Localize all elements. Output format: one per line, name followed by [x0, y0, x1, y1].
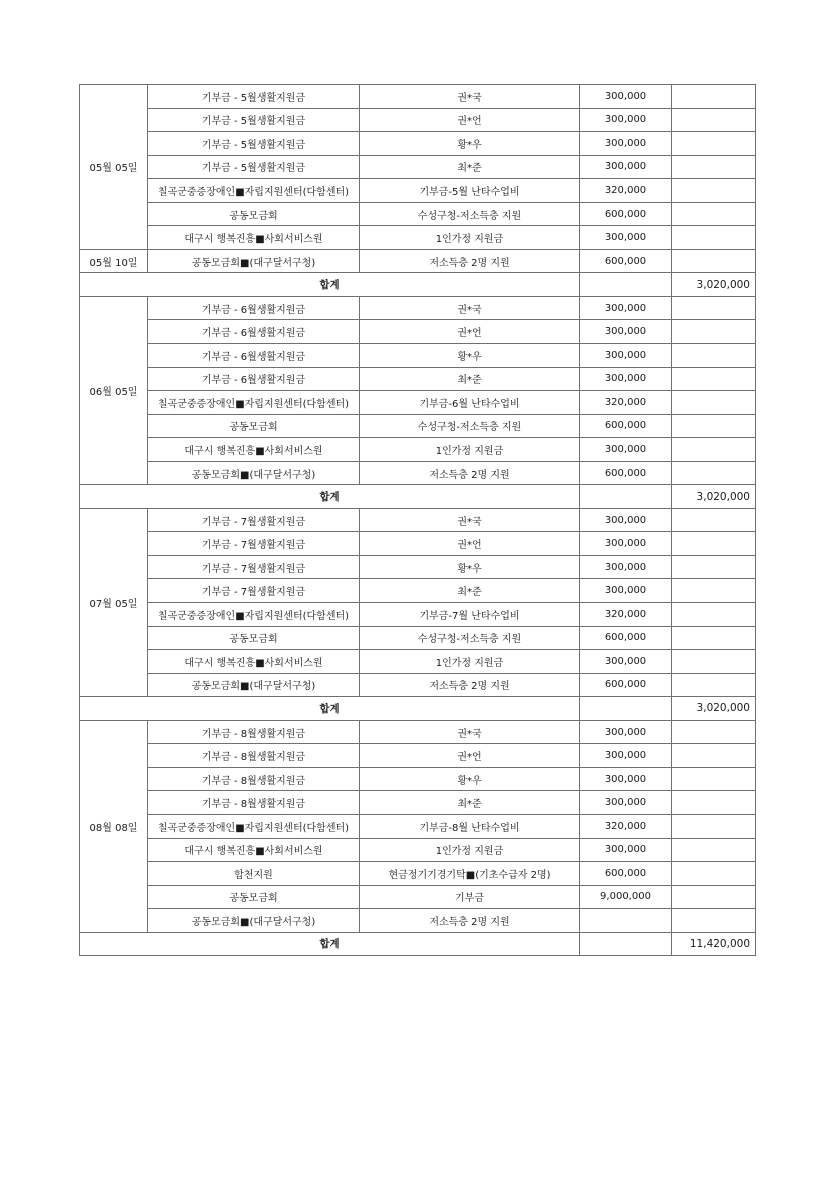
- item-cell: 칠곡군중증장애인■자립지원센터(다함센터): [148, 179, 360, 203]
- recipient-cell: 권*언: [360, 744, 580, 768]
- total-row: [80, 485, 756, 509]
- remark-cell: [672, 720, 756, 744]
- item-cell: 기부금 - 7월생활지원금: [148, 579, 360, 603]
- item-cell: 기부금 - 5월생활지원금: [148, 132, 360, 156]
- amount-cell: 300,000: [580, 132, 672, 156]
- table-row: [80, 296, 756, 320]
- total-value: 3,020,000: [672, 485, 756, 509]
- table-row: [80, 438, 756, 462]
- remark-cell: [672, 909, 756, 933]
- recipient-cell: 황*우: [360, 767, 580, 791]
- amount-cell: 300,000: [580, 650, 672, 674]
- date-cell: 05월 10일: [80, 249, 148, 273]
- table-row: [80, 202, 756, 226]
- item-cell: 칠곡군중증장애인■자립지원센터(다함센터): [148, 814, 360, 838]
- total-value: 3,020,000: [672, 273, 756, 297]
- item-cell: 기부금 - 7월생활지원금: [148, 508, 360, 532]
- total-blank-cell: [580, 485, 672, 509]
- remark-cell: [672, 461, 756, 485]
- total-label: 합계: [80, 485, 580, 509]
- item-cell: 칠곡군중증장애인■자립지원센터(다함센터): [148, 391, 360, 415]
- recipient-cell: 최*준: [360, 155, 580, 179]
- remark-cell: [672, 155, 756, 179]
- table-row: [80, 226, 756, 250]
- remark-cell: [672, 249, 756, 273]
- amount-cell: 300,000: [580, 508, 672, 532]
- remark-cell: [672, 202, 756, 226]
- remark-cell: [672, 838, 756, 862]
- item-cell: 칠곡군중증장애인■자립지원센터(다함센터): [148, 603, 360, 627]
- recipient-cell: 저소득층 2명 지원: [360, 673, 580, 697]
- item-cell: 기부금 - 6월생활지원금: [148, 344, 360, 368]
- total-blank-cell: [580, 273, 672, 297]
- amount-cell: 320,000: [580, 814, 672, 838]
- item-cell: 공동모금회■(대구달서구청): [148, 673, 360, 697]
- recipient-cell: 1인가정 지원금: [360, 650, 580, 674]
- remark-cell: [672, 391, 756, 415]
- recipient-cell: 1인가정 지원금: [360, 838, 580, 862]
- remark-cell: [672, 508, 756, 532]
- remark-cell: [672, 108, 756, 132]
- recipient-cell: 1인가정 지원금: [360, 438, 580, 462]
- recipient-cell: 권*국: [360, 296, 580, 320]
- recipient-cell: 저소득층 2명 지원: [360, 461, 580, 485]
- item-cell: 공동모금회: [148, 626, 360, 650]
- table-row: [80, 391, 756, 415]
- item-cell: 공동모금회: [148, 202, 360, 226]
- recipient-cell: 황*우: [360, 132, 580, 156]
- recipient-cell: 권*언: [360, 532, 580, 556]
- total-value: 11,420,000: [672, 932, 756, 956]
- recipient-cell: 저소득층 2명 지원: [360, 909, 580, 933]
- remark-cell: [672, 438, 756, 462]
- remark-cell: [672, 367, 756, 391]
- table-row: [80, 909, 756, 933]
- amount-cell: 300,000: [580, 155, 672, 179]
- remark-cell: [672, 555, 756, 579]
- table-row: [80, 555, 756, 579]
- total-row: [80, 697, 756, 721]
- remark-cell: [672, 673, 756, 697]
- table-row: [80, 885, 756, 909]
- recipient-cell: 권*국: [360, 85, 580, 109]
- item-cell: 기부금 - 6월생활지원금: [148, 296, 360, 320]
- amount-cell: 300,000: [580, 720, 672, 744]
- amount-cell: 600,000: [580, 414, 672, 438]
- item-cell: 대구시 행복진흥■사회서비스원: [148, 226, 360, 250]
- remark-cell: [672, 767, 756, 791]
- table-row: [80, 85, 756, 109]
- total-label: 합계: [80, 273, 580, 297]
- amount-cell: 300,000: [580, 744, 672, 768]
- recipient-cell: 수성구청-저소득층 지원: [360, 202, 580, 226]
- table-row: [80, 603, 756, 627]
- table-row: [80, 579, 756, 603]
- recipient-cell: 권*국: [360, 720, 580, 744]
- amount-cell: 9,000,000: [580, 885, 672, 909]
- amount-cell: 600,000: [580, 461, 672, 485]
- amount-cell: 320,000: [580, 603, 672, 627]
- item-cell: 공동모금회■(대구달서구청): [148, 461, 360, 485]
- remark-cell: [672, 132, 756, 156]
- recipient-cell: 기부금-8월 난타수업비: [360, 814, 580, 838]
- amount-cell: [580, 909, 672, 933]
- table-row: [80, 532, 756, 556]
- table-row: [80, 414, 756, 438]
- total-label: 합계: [80, 697, 580, 721]
- remark-cell: [672, 885, 756, 909]
- amount-cell: 600,000: [580, 202, 672, 226]
- item-cell: 기부금 - 7월생활지원금: [148, 532, 360, 556]
- item-cell: 합천지원: [148, 862, 360, 886]
- recipient-cell: 황*우: [360, 555, 580, 579]
- amount-cell: 300,000: [580, 767, 672, 791]
- amount-cell: 300,000: [580, 838, 672, 862]
- recipient-cell: 권*국: [360, 508, 580, 532]
- amount-cell: 300,000: [580, 320, 672, 344]
- table-row: [80, 132, 756, 156]
- total-blank-cell: [580, 932, 672, 956]
- remark-cell: [672, 344, 756, 368]
- item-cell: 기부금 - 8월생활지원금: [148, 744, 360, 768]
- amount-cell: 300,000: [580, 296, 672, 320]
- item-cell: 기부금 - 5월생활지원금: [148, 85, 360, 109]
- table-row: [80, 673, 756, 697]
- remark-cell: [672, 791, 756, 815]
- remark-cell: [672, 814, 756, 838]
- amount-cell: 300,000: [580, 438, 672, 462]
- amount-cell: 300,000: [580, 532, 672, 556]
- table-row: [80, 767, 756, 791]
- recipient-cell: 수성구청-저소득층 지원: [360, 414, 580, 438]
- recipient-cell: 기부금-6월 난타수업비: [360, 391, 580, 415]
- table-row: [80, 508, 756, 532]
- amount-cell: 300,000: [580, 555, 672, 579]
- total-blank-cell: [580, 697, 672, 721]
- remark-cell: [672, 179, 756, 203]
- total-row: [80, 273, 756, 297]
- recipient-cell: 권*언: [360, 108, 580, 132]
- total-row: [80, 932, 756, 956]
- amount-cell: 300,000: [580, 344, 672, 368]
- amount-cell: 600,000: [580, 862, 672, 886]
- amount-cell: 300,000: [580, 367, 672, 391]
- recipient-cell: 1인가정 지원금: [360, 226, 580, 250]
- table-row: [80, 791, 756, 815]
- ledger-body: [80, 85, 756, 956]
- table-row: [80, 249, 756, 273]
- table-row: [80, 862, 756, 886]
- table-row: [80, 838, 756, 862]
- item-cell: 기부금 - 7월생활지원금: [148, 555, 360, 579]
- recipient-cell: 최*준: [360, 579, 580, 603]
- table-row: [80, 367, 756, 391]
- recipient-cell: 저소득층 2명 지원: [360, 249, 580, 273]
- table-row: [80, 344, 756, 368]
- table-row: [80, 320, 756, 344]
- item-cell: 기부금 - 8월생활지원금: [148, 720, 360, 744]
- amount-cell: 600,000: [580, 626, 672, 650]
- recipient-cell: 기부금-7월 난타수업비: [360, 603, 580, 627]
- item-cell: 기부금 - 6월생활지원금: [148, 367, 360, 391]
- remark-cell: [672, 603, 756, 627]
- remark-cell: [672, 532, 756, 556]
- item-cell: 공동모금회■(대구달서구청): [148, 249, 360, 273]
- item-cell: 대구시 행복진흥■사회서비스원: [148, 650, 360, 674]
- remark-cell: [672, 650, 756, 674]
- item-cell: 공동모금회: [148, 885, 360, 909]
- remark-cell: [672, 414, 756, 438]
- remark-cell: [672, 579, 756, 603]
- amount-cell: 600,000: [580, 249, 672, 273]
- recipient-cell: 황*우: [360, 344, 580, 368]
- item-cell: 기부금 - 8월생활지원금: [148, 791, 360, 815]
- item-cell: 기부금 - 5월생활지원금: [148, 155, 360, 179]
- amount-cell: 300,000: [580, 108, 672, 132]
- total-label: 합계: [80, 932, 580, 956]
- item-cell: 공동모금회: [148, 414, 360, 438]
- remark-cell: [672, 744, 756, 768]
- table-row: [80, 626, 756, 650]
- amount-cell: 300,000: [580, 226, 672, 250]
- recipient-cell: 현금정기기경기탁■(기초수급자 2명): [360, 862, 580, 886]
- amount-cell: 320,000: [580, 179, 672, 203]
- recipient-cell: 권*언: [360, 320, 580, 344]
- table-row: [80, 814, 756, 838]
- donation-ledger-table: [79, 84, 756, 956]
- amount-cell: 300,000: [580, 579, 672, 603]
- recipient-cell: 기부금: [360, 885, 580, 909]
- remark-cell: [672, 296, 756, 320]
- amount-cell: 600,000: [580, 673, 672, 697]
- recipient-cell: 최*준: [360, 791, 580, 815]
- date-cell: 07월 05일: [80, 508, 148, 696]
- item-cell: 대구시 행복진흥■사회서비스원: [148, 838, 360, 862]
- item-cell: 공동모금회■(대구달서구청): [148, 909, 360, 933]
- total-value: 3,020,000: [672, 697, 756, 721]
- remark-cell: [672, 226, 756, 250]
- table-row: [80, 720, 756, 744]
- item-cell: 기부금 - 6월생활지원금: [148, 320, 360, 344]
- table-row: [80, 179, 756, 203]
- item-cell: 대구시 행복진흥■사회서비스원: [148, 438, 360, 462]
- remark-cell: [672, 626, 756, 650]
- date-cell: 08월 08일: [80, 720, 148, 932]
- item-cell: 기부금 - 5월생활지원금: [148, 108, 360, 132]
- amount-cell: 300,000: [580, 85, 672, 109]
- table-row: [80, 650, 756, 674]
- recipient-cell: 최*준: [360, 367, 580, 391]
- item-cell: 기부금 - 8월생활지원금: [148, 767, 360, 791]
- amount-cell: 300,000: [580, 791, 672, 815]
- amount-cell: 320,000: [580, 391, 672, 415]
- remark-cell: [672, 320, 756, 344]
- table-row: [80, 461, 756, 485]
- recipient-cell: 기부금-5월 난타수업비: [360, 179, 580, 203]
- recipient-cell: 수성구청-저소득층 지원: [360, 626, 580, 650]
- table-row: [80, 155, 756, 179]
- remark-cell: [672, 862, 756, 886]
- remark-cell: [672, 85, 756, 109]
- date-cell: 06월 05일: [80, 296, 148, 484]
- table-row: [80, 744, 756, 768]
- date-cell: 05월 05일: [80, 85, 148, 250]
- table-row: [80, 108, 756, 132]
